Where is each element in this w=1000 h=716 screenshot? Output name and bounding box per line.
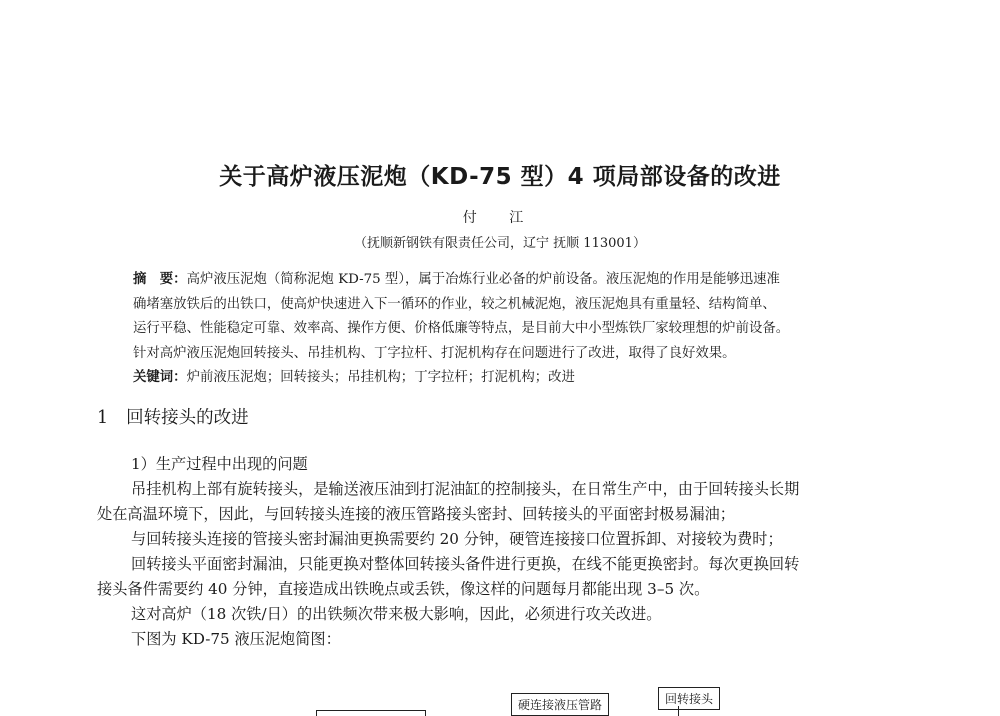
diagram-line (316, 710, 426, 711)
abstract-text: 高炉液压泥炮（简称泥炮 KD-75 型），属于冶炼行业必备的炉前设备。液压泥炮的作用是能够迅速准 (186, 272, 780, 287)
section-body (97, 452, 907, 652)
diagram-label-joint: 回转接头 (658, 687, 720, 710)
body-line: 这对高炉（18 次铁/日）的出铁频次带来极大影响，因此，必须进行攻关改进。 (131, 605, 662, 623)
author-name: 付 江 (462, 210, 538, 226)
section-heading-1 (97, 404, 249, 429)
mud-gun-diagram (0, 680, 1000, 716)
body-line: 回转接头平面密封漏油，只能更换对整体回转接头备件进行更换，在线不能更换密封。每次更换回转 (131, 555, 800, 573)
body-line: 处在高温环境下，因此，与回转接头连接的液压管路接头密封、回转接头的平面密封极易漏油； (97, 505, 735, 523)
keywords-label: 关键词： (133, 370, 187, 385)
diagram-leader-line (678, 706, 679, 716)
body-line: 吊挂机构上部有旋转接头，是输送液压油到打泥油缸的控制接头，在日常生产中，由于回转接头长期 (131, 480, 800, 498)
section-number: 1 (97, 408, 109, 428)
abstract-line-1 (133, 268, 873, 293)
diagram-label-pipe: 硬连接液压管路 (511, 693, 609, 716)
section-title: 回转接头的改进 (126, 408, 249, 428)
diagram-line (425, 710, 426, 716)
body-line: 接头备件需要约 40 分钟，直接造成出铁晚点或丢铁，像这样的问题每月都能出现 3–5 次。 (97, 580, 710, 598)
diagram-line (316, 710, 317, 716)
body-line: 与回转接头连接的管接头密封漏油更换需要约 20 分钟，硬管连接接口位置拆卸、对接较为费时； (131, 530, 783, 548)
keywords-text: 炉前液压泥炮；回转接头；吊挂机构；丁字拉杆；打泥机构；改进 (186, 370, 575, 385)
paper-title: 关于高炉液压泥炮（KD-75 型）4 项局部设备的改进 (219, 164, 781, 190)
abstract-line-4: 针对高炉液压泥炮回转接头、吊挂机构、丁字拉杆、打泥机构存在问题进行了改进，取得了良好效果。 (133, 345, 736, 361)
abstract-line-2: 确堵塞放铁后的出铁口，使高炉快速进入下一循环的作业，较之机械泥炮，液压泥炮具有重量轻、结构简单、 (133, 296, 776, 312)
abstract-line-3: 运行平稳、性能稳定可靠、效率高、操作方便、价格低廉等特点，是目前大中小型炼铁厂家较理想的炉前设备。 (133, 321, 790, 336)
subheading: 1）生产过程中出现的问题 (131, 455, 308, 473)
body-line: 下图为 KD-75 液压泥炮简图： (131, 630, 341, 648)
abstract-block (133, 268, 873, 391)
author-affiliation: （抚顺新钢铁有限责任公司，辽宁 抚顺 113001） (354, 236, 646, 251)
abstract-label: 摘 要： (133, 272, 187, 287)
keywords-line (133, 366, 873, 391)
